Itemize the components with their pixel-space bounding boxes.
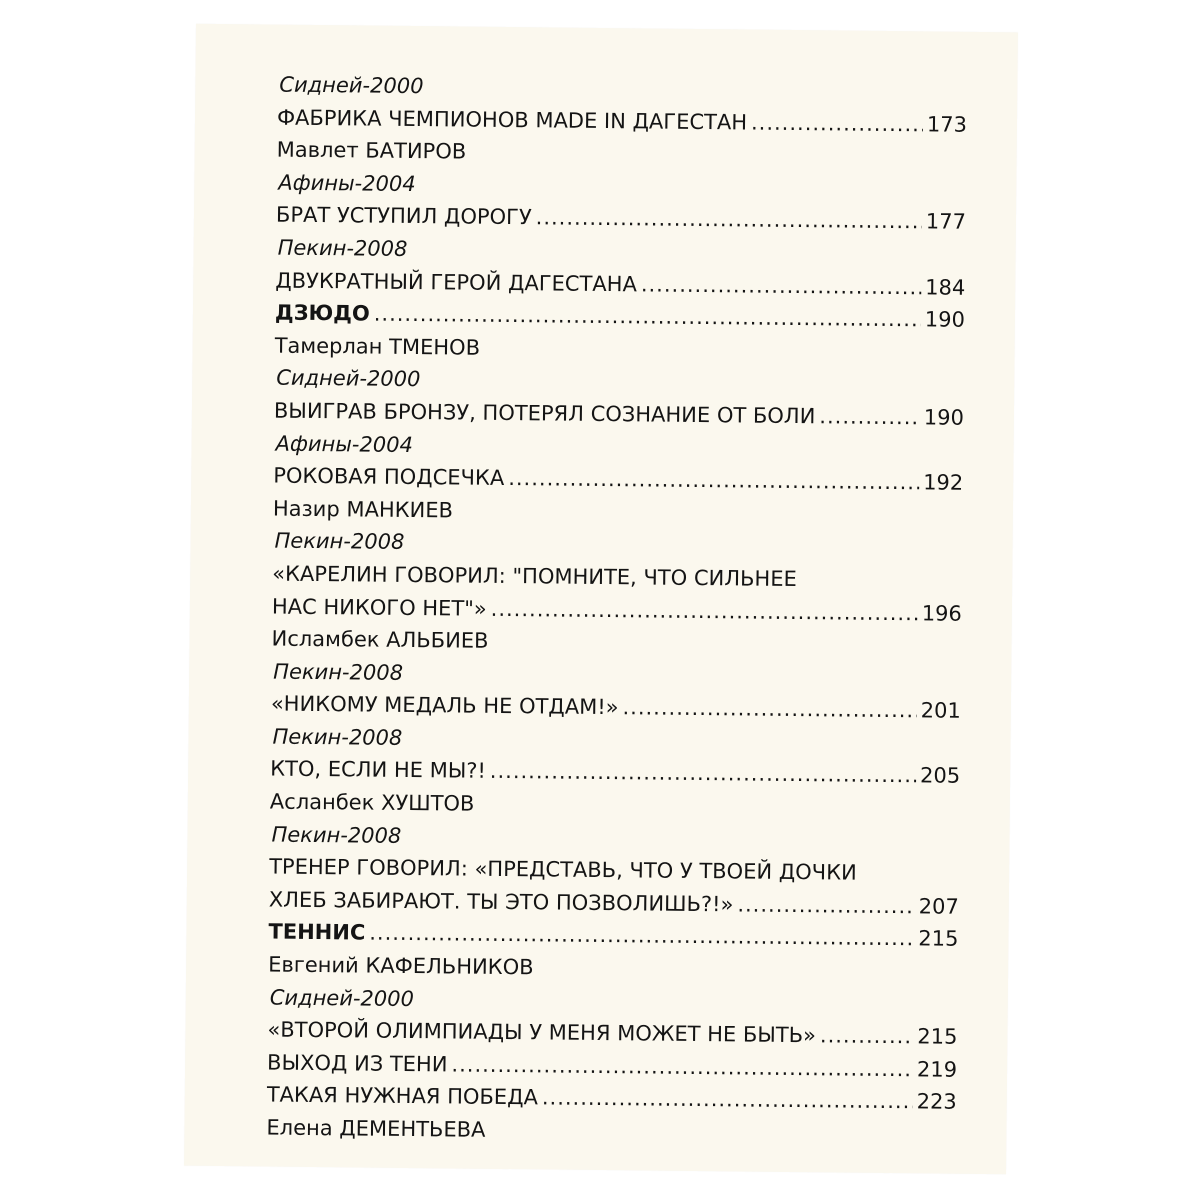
section-title: ДЗЮДО bbox=[274, 300, 370, 326]
book-page bbox=[184, 24, 1018, 1175]
games-label: Пекин-2008 bbox=[273, 659, 404, 685]
page-number: 190 bbox=[923, 405, 965, 430]
entry-title: ВЫХОД ИЗ ТЕНИ bbox=[267, 1050, 448, 1077]
dot-leader bbox=[819, 400, 920, 434]
dot-leader bbox=[491, 592, 918, 629]
entry-title: «НИКОМУ МЕДАЛЬ НЕ ОТДАМ!» bbox=[270, 691, 619, 720]
entry-title: ФАБРИКА ЧЕМПИОНОВ MADE IN ДАГЕСТАН bbox=[276, 105, 748, 135]
games-label: Пекин-2008 bbox=[272, 724, 403, 750]
page-number: 196 bbox=[921, 600, 962, 626]
table-of-contents bbox=[266, 69, 967, 1152]
dot-leader bbox=[737, 888, 915, 922]
dot-leader bbox=[751, 106, 923, 140]
page-number: 223 bbox=[916, 1089, 957, 1115]
games-label: Пекин-2008 bbox=[271, 822, 402, 848]
dot-leader bbox=[374, 298, 921, 336]
entry-title: ВЫИГРАВ БРОНЗУ, ПОТЕРЯЛ СОЗНАНИЕ ОТ БОЛИ bbox=[273, 398, 816, 429]
athlete-name: Исламбек АЛЬБИЕВ bbox=[271, 626, 489, 653]
page-number: 177 bbox=[925, 209, 967, 235]
entry-title: НАС НИКОГО НЕТ"» bbox=[271, 594, 487, 621]
page-number: 215 bbox=[918, 926, 959, 952]
games-label: Сидней-2000 bbox=[279, 72, 424, 99]
entry-title-line: «КАРЕЛИН ГОВОРИЛ: "ПОМНИТЕ, ЧТО СИЛЬНЕЕ bbox=[272, 561, 797, 591]
games-label: Афины-2004 bbox=[278, 170, 416, 196]
athlete-name: Мавлет БАТИРОВ bbox=[276, 137, 467, 164]
entry-title: КТО, ЕСЛИ НЕ МЫ?! bbox=[270, 757, 486, 784]
athlete-name: Евгений КАФЕЛЬНИКОВ bbox=[268, 952, 534, 980]
dot-leader bbox=[820, 1020, 914, 1054]
page-number: 184 bbox=[925, 274, 966, 300]
dot-leader bbox=[490, 755, 917, 792]
section-title: ТЕННИС bbox=[268, 919, 366, 945]
dot-leader bbox=[508, 462, 919, 499]
dot-leader bbox=[641, 268, 922, 304]
entry-title-line: ТРЕНЕР ГОВОРИЛ: «ПРЕДСТАВЬ, ЧТО У ТВОЕЙ ДОЧКИ bbox=[269, 854, 857, 885]
page-number: 192 bbox=[923, 470, 964, 495]
dot-leader bbox=[622, 692, 917, 728]
athlete-name: Асланбек ХУШТОВ bbox=[269, 789, 475, 816]
games-label: Пекин-2008 bbox=[277, 235, 408, 261]
games-label: Афины-2004 bbox=[275, 431, 414, 457]
games-label: Сидней-2000 bbox=[276, 365, 421, 392]
games-label: Сидней-2000 bbox=[269, 985, 415, 1011]
entry-title: ХЛЕБ ЗАБИРАЮТ. ТЫ ЭТО ПОЗВОЛИШЬ?!» bbox=[268, 887, 734, 917]
entry-title: ТАКАЯ НУЖНАЯ ПОБЕДА bbox=[266, 1082, 539, 1110]
page-number: 205 bbox=[919, 763, 961, 789]
dot-leader bbox=[536, 202, 922, 239]
athlete-name: Елена ДЕМЕНТЬЕВА bbox=[266, 1115, 486, 1142]
athlete-name: Тамерлан ТМЕНОВ bbox=[274, 333, 481, 360]
entry-title: «ВТОРОЙ ОЛИМПИАДЫ У МЕНЯ МОЖЕТ НЕ БЫТЬ» bbox=[267, 1017, 817, 1048]
page-number: 173 bbox=[926, 111, 968, 137]
page-number: 190 bbox=[924, 307, 966, 332]
page-number: 207 bbox=[918, 894, 959, 919]
page-number: 219 bbox=[916, 1057, 958, 1082]
entry-title: БРАТ УСТУПИЛ ДОРОГУ bbox=[275, 202, 532, 230]
page-number: 201 bbox=[920, 698, 961, 724]
entry-title: РОКОВАЯ ПОДСЕЧКА bbox=[273, 463, 505, 491]
page-number: 215 bbox=[917, 1024, 958, 1049]
entry-title: ДВУКРАТНЫЙ ГЕРОЙ ДАГЕСТАНА bbox=[275, 268, 638, 296]
dot-leader bbox=[451, 1048, 913, 1085]
games-label: Пекин-2008 bbox=[274, 528, 405, 555]
dot-leader bbox=[542, 1082, 913, 1118]
athlete-name: Назир МАНКИЕВ bbox=[272, 496, 454, 523]
